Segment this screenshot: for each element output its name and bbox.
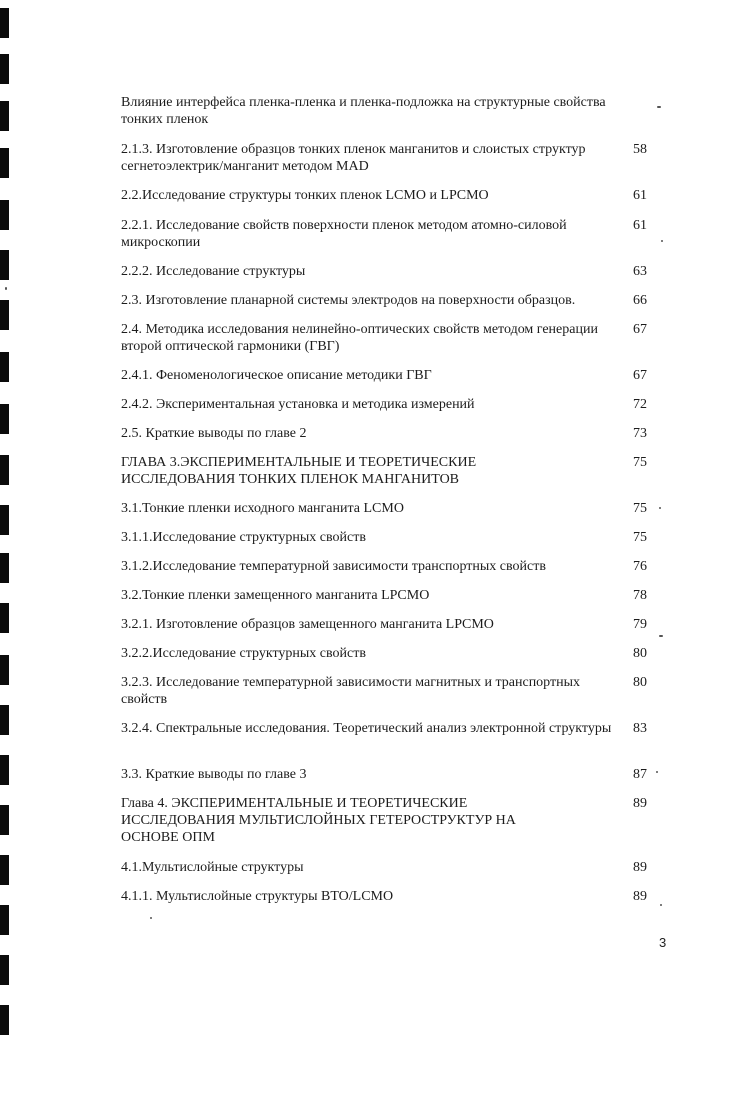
toc-entry: [121, 292, 647, 309]
toc-entry-text: 2.2.1. Исследование свойств поверхности пленок методом атомно-силовой микроскопии: [121, 218, 567, 250]
toc-entry: [121, 674, 647, 708]
binding-hole: [0, 805, 9, 835]
toc-entry: [121, 558, 647, 575]
toc-entry: [121, 795, 647, 846]
toc-entry-page: 63: [633, 264, 647, 279]
toc-entry-text: 2.4.2. Экспериментальная установка и методика измерений: [121, 397, 475, 412]
binding-hole: [0, 200, 9, 230]
toc-entry-text: 2.2.2. Исследование структуры: [121, 264, 306, 279]
binding-hole: [0, 655, 9, 685]
binding-hole: [0, 855, 9, 885]
toc-entry-text: 4.1.1. Мультислойные структуры BTO/LCMO: [121, 889, 394, 904]
toc-entry-page: 78: [633, 588, 647, 603]
binding-strip: [0, 0, 16, 1100]
toc-entry-text: 2.5. Краткие выводы по главе 2: [121, 426, 307, 441]
toc-entry-page: 75: [633, 530, 647, 545]
toc-entry-text: 3.2.Тонкие пленки замещенного манганита LPCMO: [121, 588, 430, 603]
toc-entry: [121, 645, 647, 662]
toc-entry-text: 3.1.2.Исследование температурной зависимости транспортных свойств: [121, 559, 546, 574]
binding-hole: [0, 250, 9, 280]
toc-entry-text: 3.2.3. Исследование температурной зависимости магнитных и транспортных свойств: [121, 675, 581, 707]
binding-hole: [0, 603, 9, 633]
toc-entry-text: 3.3. Краткие выводы по главе 3: [121, 767, 307, 782]
binding-hole: [0, 955, 9, 985]
toc-entry: [121, 616, 647, 633]
binding-hole: [0, 101, 9, 131]
toc-entry: [121, 94, 626, 128]
binding-hole: [0, 455, 9, 485]
toc-entry: [121, 888, 647, 905]
toc-entry-page: 89: [633, 860, 647, 875]
toc-entry-text: 3.2.4. Спектральные исследования. Теоретический анализ электронной структуры: [121, 721, 612, 736]
toc-entry-text: ГЛАВА 3.ЭКСПЕРИМЕНТАЛЬНЫЕ И ТЕОРЕТИЧЕСКИЕ ИССЛЕДОВАНИЯ ТОНКИХ ПЛЕНОК МАНГАНИТОВ: [121, 455, 477, 487]
toc-entry: [121, 720, 647, 737]
binding-hole: [0, 553, 9, 583]
toc-entry: [121, 321, 647, 355]
toc-entry-page: 72: [633, 397, 647, 412]
toc-entry-page: 89: [633, 889, 647, 904]
scan-speck: [150, 917, 152, 919]
toc-entry-page: 61: [633, 188, 647, 203]
toc-entry-page: 79: [633, 617, 647, 632]
toc-entry-text: 3.2.1. Изготовление образцов замещенного манганита LPCMO: [121, 617, 494, 632]
binding-hole: [0, 755, 9, 785]
toc-entry-text: Влияние интерфейса пленка-пленка и пленка-подложка на структурные свойства тонких пленок: [121, 95, 606, 127]
toc-entry-page: 66: [633, 293, 647, 308]
toc-entry-page: 73: [633, 426, 647, 441]
toc-entry-page: 67: [633, 368, 647, 383]
binding-hole: [0, 404, 9, 434]
scan-speck: [656, 771, 658, 773]
toc-entry-page: 87: [633, 767, 647, 782]
toc-entry-page: 75: [633, 455, 647, 470]
toc-entry-page: 89: [633, 796, 647, 811]
scan-speck: [659, 507, 661, 509]
toc-entry-text: Глава 4. ЭКСПЕРИМЕНТАЛЬНЫЕ И ТЕОРЕТИЧЕСКИЕ ИССЛЕДОВАНИЯ МУЛЬТИСЛОЙНЫХ ГЕТЕРОСТРУКТУР НА ОСНОВЕ ОПМ: [121, 796, 516, 845]
toc-entry-page: 83: [633, 721, 647, 736]
toc-entry-text: 3.1.1.Исследование структурных свойств: [121, 530, 366, 545]
toc-entry-text: 4.1.Мультислойные структуры: [121, 860, 304, 875]
toc-entry-page: 75: [633, 501, 647, 516]
toc-entry: [121, 587, 647, 604]
toc-entry-page: 67: [633, 322, 647, 337]
toc-entry: [121, 396, 647, 413]
toc-entry: [121, 425, 647, 442]
scan-speck: [661, 240, 663, 242]
scan-speck: [660, 904, 662, 906]
toc-entry-text: 2.2.Исследование структуры тонких пленок LCMO и LPCMO: [121, 188, 489, 203]
binding-hole: [0, 352, 9, 382]
toc-entry: [121, 454, 647, 488]
scan-speck: [659, 635, 663, 637]
toc-entry-text: 2.4. Методика исследования нелинейно-оптических свойств методом генерации второй оптической гармоники (ГВГ): [121, 322, 598, 354]
binding-hole: [0, 1005, 9, 1035]
toc-entry-page: 61: [633, 218, 647, 233]
toc-entry-page: 80: [633, 675, 647, 690]
toc-entry-page: 76: [633, 559, 647, 574]
toc-entry-text: 2.4.1. Феноменологическое описание методики ГВГ: [121, 368, 432, 383]
binding-hole: [0, 300, 9, 330]
binding-hole: [0, 148, 9, 178]
binding-hole: [0, 905, 9, 935]
binding-hole: [0, 54, 9, 84]
toc-entry-text: 3.1.Тонкие пленки исходного манганита LCMO: [121, 501, 404, 516]
scan-speck: [5, 287, 7, 290]
toc-entry: [121, 766, 647, 783]
toc-entry: [121, 859, 647, 876]
toc-entry-text: 2.1.3. Изготовление образцов тонких пленок манганитов и слоистых структур сегнетоэлектрик/манганит методом MAD: [121, 142, 586, 174]
toc-entry-text: 2.3. Изготовление планарной системы электродов на поверхности образцов.: [121, 293, 576, 308]
toc-entry: [121, 187, 647, 204]
binding-hole: [0, 705, 9, 735]
toc-entry: [121, 500, 647, 517]
page-number: 3: [659, 935, 667, 950]
toc-entry: [121, 367, 647, 384]
toc-entry: [121, 263, 647, 280]
scan-speck: [657, 106, 661, 108]
binding-hole: [0, 8, 9, 38]
toc-entry-text: 3.2.2.Исследование структурных свойств: [121, 646, 366, 661]
toc-entry-page: 58: [633, 142, 647, 157]
toc-entry: [121, 529, 647, 546]
toc-entry: [121, 217, 647, 251]
toc-entry-page: 80: [633, 646, 647, 661]
binding-hole: [0, 505, 9, 535]
toc-entry: [121, 141, 647, 175]
